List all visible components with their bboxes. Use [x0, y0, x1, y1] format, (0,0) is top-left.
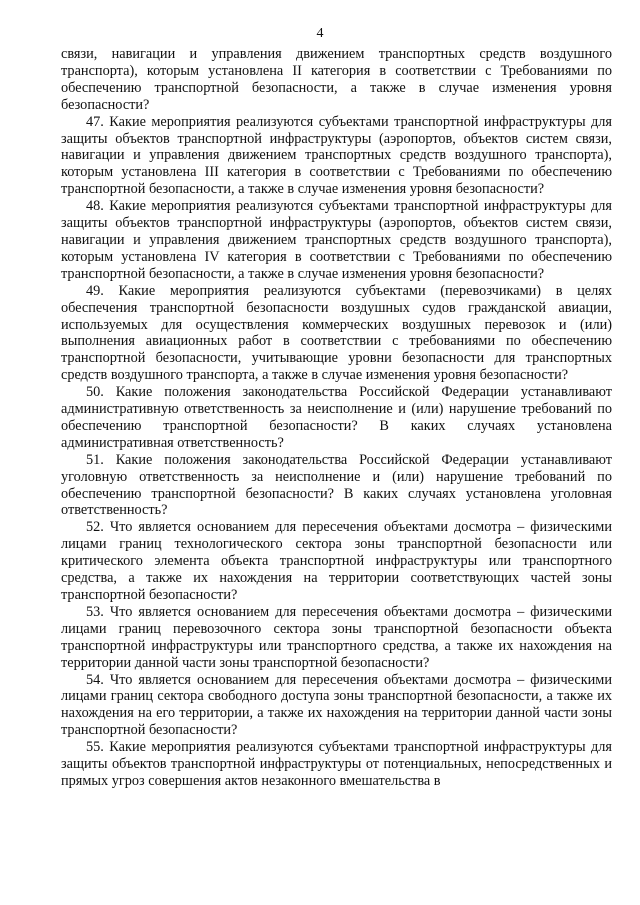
paragraph-question-53: 53. Что является основанием для пересечения объектами досмотра – физическими лицами границ перевозочного сектора зоны транспортной безопасности объекта транспортной инфраструктуры или транспортного средства, а также их нахождения на территории данной части зоны транспортной безопасности? [61, 603, 612, 671]
paragraph-question-51: 51. Какие положения законодательства Российской Федерации устанавливают уголовную ответственность за неисполнение и (или) нарушение требований по обеспечению транспортной безопасности? В каких случаях установлена уголовная ответственность? [61, 451, 612, 519]
paragraph-question-54: 54. Что является основанием для пересечения объектами досмотра – физическими лицами границ сектора свободного доступа зоны транспортной безопасности, а также их нахождения на его территории, а также их нахождения на территории данной части зоны транспортной безопасности? [61, 671, 612, 739]
paragraph-question-52: 52. Что является основанием для пересечения объектами досмотра – физическими лицами границ технологического сектора зоны транспортной безопасности или критического элемента объекта транспортной инфраструктуры или транспортного средства, а также их нахождения на территории соответствующих частей зоны транспортной безопасности? [61, 519, 612, 603]
document-body [61, 46, 612, 790]
paragraph-question-47: 47. Какие мероприятия реализуются субъектами транспортной инфраструктуры для защиты объектов транспортной инфраструктуры (аэропортов, объектов систем связи, навигации и управления движением транспортных средств воздушного транспорта), которым установлена III категория в соответствии с Требованиями по обеспечению транспортной безопасности, а также в случае изменения уровня безопасности? [61, 113, 612, 198]
paragraph-question-50: 50. Какие положения законодательства Российской Федерации устанавливают административную ответственность за неисполнение и (или) нарушение требований по обеспечению транспортной безопасности? В каких случаях установлена административная ответственность? [61, 384, 612, 451]
paragraph-continuation: связи, навигации и управления движением транспортных средств воздушного транспорта), которым установлена II категория в соответствии с Требованиями по обеспечению транспортной безопасности, а также в случае изменения уровня безопасности? [61, 46, 612, 113]
paragraph-question-48: 48. Какие мероприятия реализуются субъектами транспортной инфраструктуры для защиты объектов транспортной инфраструктуры (аэропортов, объектов систем связи, навигации и управления движением транспортных средств воздушного транспорта), которым установлена IV категория в соответствии с Требованиями по обеспечению транспортной безопасности, а также в случае изменения уровня безопасности? [61, 198, 612, 282]
paragraph-question-55: 55. Какие мероприятия реализуются субъектами транспортной инфраструктуры для защиты объектов транспортной инфраструктуры от потенциальных, непосредственных и прямых угроз совершения актов незаконного вмешательства в [61, 739, 612, 789]
page-number: 4 [316, 26, 324, 41]
paragraph-question-49: 49. Какие мероприятия реализуются субъектами (перевозчиками) в целях обеспечения транспортной безопасности воздушных судов гражданской авиации, используемых для осуществления коммерческих воздушных перевозок и (или) выполнения авиационных работ в соответствии с требованиями по обеспечению транспортной безопасности, учитывающие уровни безопасности для транспортных средств воздушного транспорта, а также в случае изменения уровня безопасности? [61, 282, 612, 384]
